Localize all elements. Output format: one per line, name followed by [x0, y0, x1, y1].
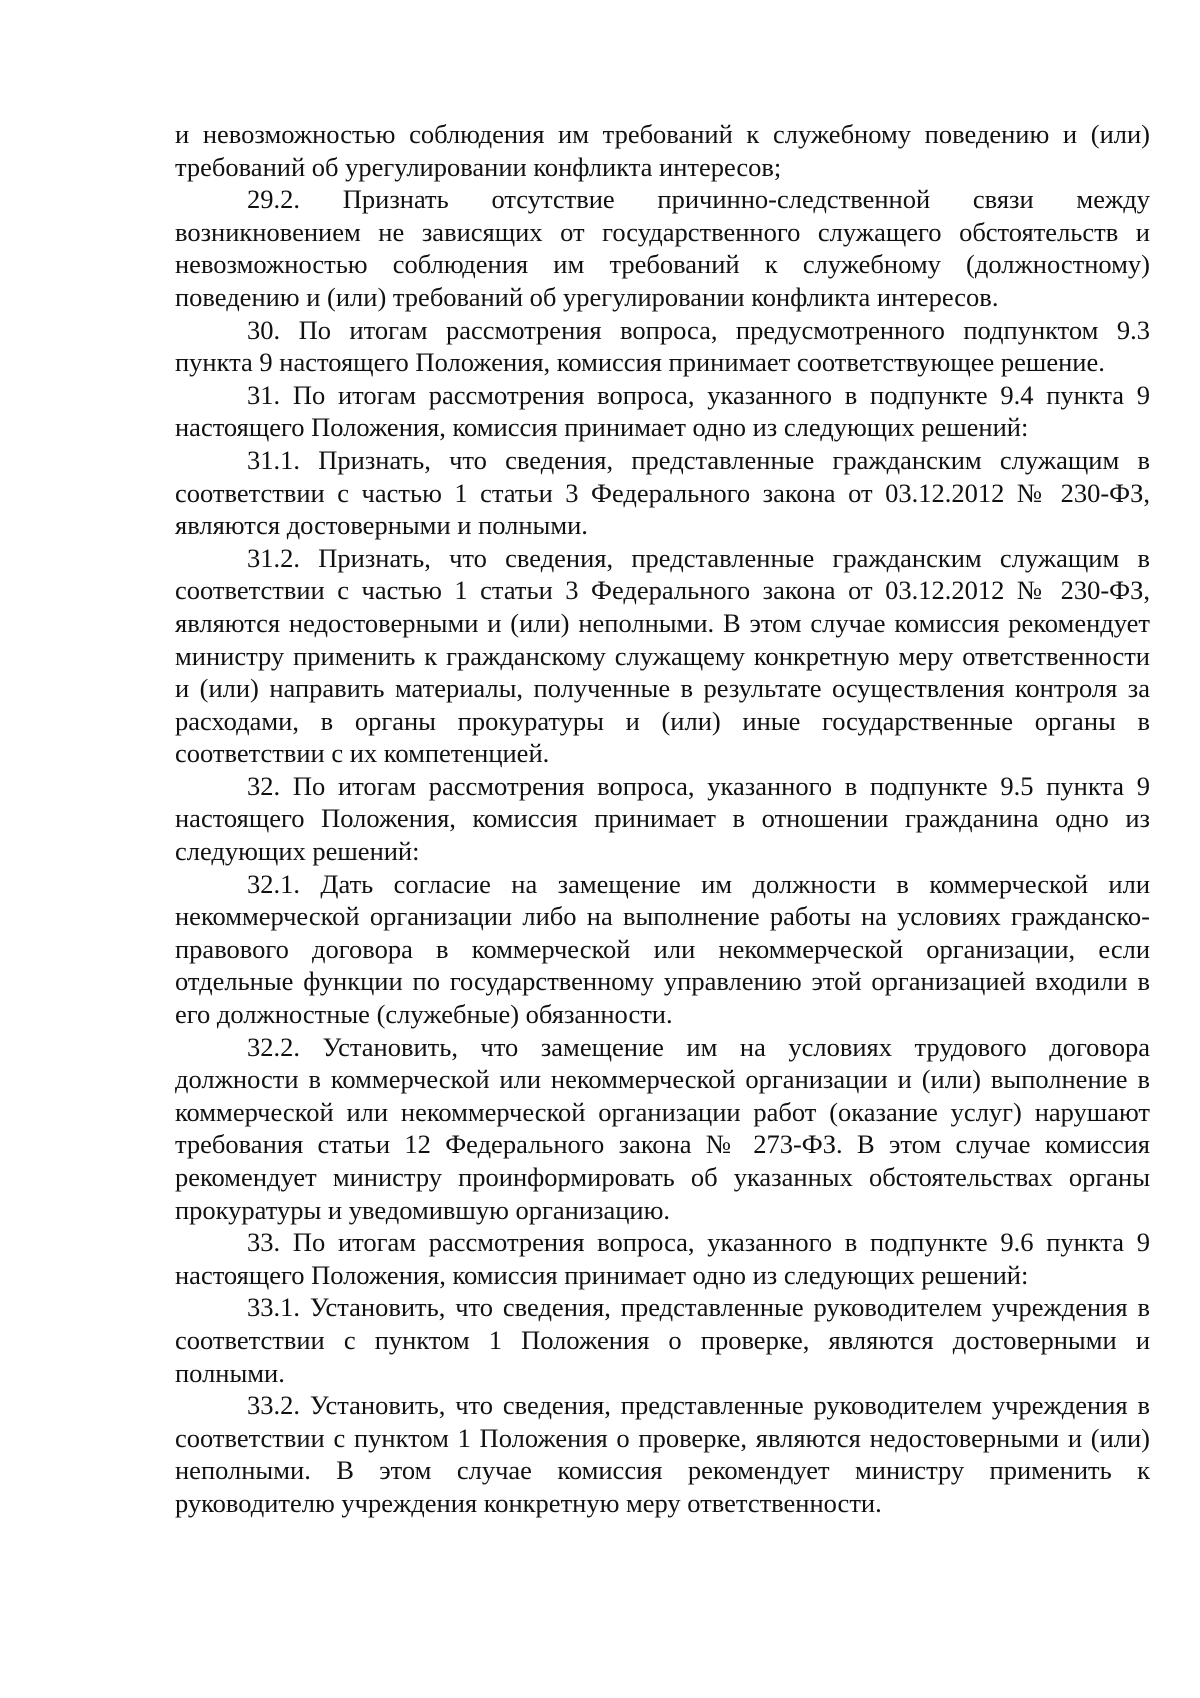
paragraph-31: 31. По итогам рассмотрения вопроса, указанного в подпункте 9.4 пункта 9 настоящего Положения, комиссия принимает одно из следующих решений:: [175, 379, 1150, 443]
paragraph-32-2: 32.2. Установить, что замещение им на условиях трудового договора должности в коммерческой или некоммерческой организации и (или) выполнение в коммерческой или некоммерческой организации работ (оказание услуг) нарушают требования статьи 12 Федерального закона № 273-ФЗ. В этом случае комиссия рекомендует министру проинформировать об указанных обстоятельствах органы прокуратуры и уведомившую организацию.: [175, 1031, 1150, 1225]
paragraph-33-2: 33.2. Установить, что сведения, представленные руководителем учреждения в соответствии с пунктом 1 Положения о проверке, являются недостоверными и (или) неполными. В этом случае комиссия рекомендует министру применить к руководителю учреждения конкретную меру ответственности.: [175, 1390, 1150, 1518]
paragraph-31-1: 31.1. Признать, что сведения, представленные гражданским служащим в соответствии с частью 1 статьи 3 Федерального закона от 03.12.2012 № 230-ФЗ, являются достоверными и полными.: [175, 444, 1150, 541]
paragraph-30: 30. По итогам рассмотрения вопроса, предусмотренного подпунктом 9.3 пункта 9 настоящего Положения, комиссия принимает соответствующее решение.: [175, 314, 1150, 378]
paragraph-29-2: 29.2. Признать отсутствие причинно-следственной связи между возникновением не зависящих от государственного служащего обстоятельств и невозможностью соблюдения им требований к служебному (должностному) поведению и (или) требований об урегулировании конфликта интересов.: [175, 184, 1150, 312]
paragraph-32-1: 32.1. Дать согласие на замещение им должности в коммерческой или некоммерческой организации либо на выполнение работы на условиях гражданско-правового договора в коммерческой или некоммерческой организации, если отдельные функции по государственному управлению этой организацией входили в его должностные (служебные) обязанности.: [175, 868, 1150, 1030]
paragraph-31-2: 31.2. Признать, что сведения, представленные гражданским служащим в соответствии с частью 1 статьи 3 Федерального закона от 03.12.2012 № 230-ФЗ, являются недостоверными и (или) неполными. В этом случае комиссия рекомендует министру применить к гражданскому служащему конкретную меру ответственности и (или) направить материалы, полученные в результате осуществления контроля за расходами, в органы прокуратуры и (или) иные государственные органы в соответствии с их компетенцией.: [175, 542, 1150, 769]
paragraph-continuation: и невозможностью соблюдения им требований к служебному поведению и (или) требований об урегулировании конфликта интересов;: [175, 119, 1150, 182]
paragraph-32: 32. По итогам рассмотрения вопроса, указанного в подпункте 9.5 пункта 9 настоящего Положения, комиссия принимает в отношении гражданина одно из следующих решений:: [175, 770, 1150, 867]
paragraph-33-1: 33.1. Установить, что сведения, представленные руководителем учреждения в соответствии с пунктом 1 Положения о проверке, являются достоверными и полными.: [175, 1292, 1150, 1388]
paragraph-33: 33. По итогам рассмотрения вопроса, указанного в подпункте 9.6 пункта 9 настоящего Положения, комиссия принимает одно из следующих решений:: [175, 1227, 1150, 1290]
document-body: [175, 118, 1150, 1520]
